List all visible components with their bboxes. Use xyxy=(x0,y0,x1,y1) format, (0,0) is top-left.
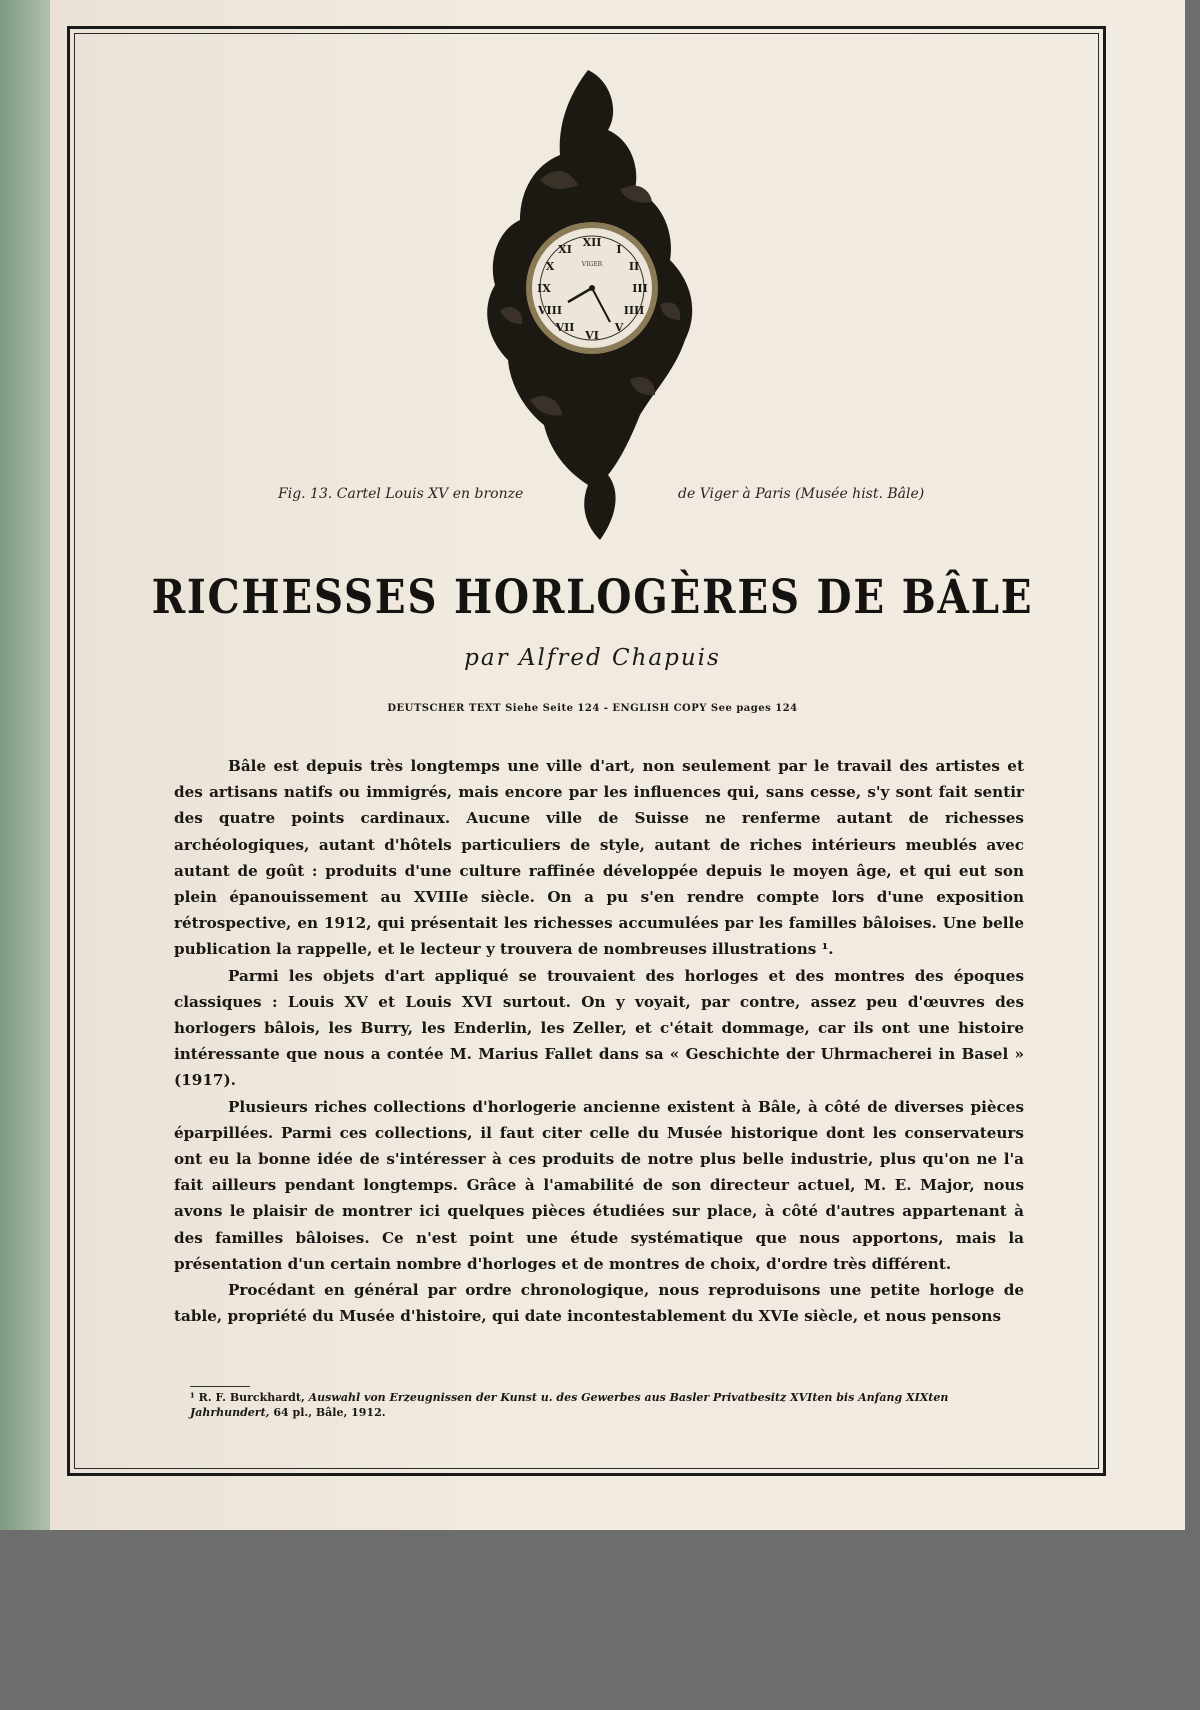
footnote-marker: ¹ xyxy=(190,1391,195,1404)
svg-text:III: III xyxy=(632,282,648,295)
footnote-rule xyxy=(190,1386,250,1387)
paragraph-2: Parmi les objets d'art appliqué se trouvaient des horloges et des montres des époques classiques : Louis XV et Louis XVI surtout. On y voyait, par contre, assez peu d'œuvres des horlogers bâlois, les Burry, les Enderlin, les Zeller, et c'était dommage, car ils ont une histoire intéressante que nous a contée M. Marius Fallet dans sa « Geschichte der Uhrmacherei in Basel » (1917). xyxy=(174,966,1024,1090)
translation-notice: DEUTSCHER TEXT Siehe Seite 124 - ENGLISH COPY See pages 124 xyxy=(387,703,798,714)
footnote xyxy=(190,1390,1024,1420)
svg-text:VI: VI xyxy=(585,329,599,342)
paragraph-1: Bâle est depuis très longtemps une ville d'art, non seulement par le travail des artistes et des artisans natifs ou immigrés, mais encore par les influences qui, sans cesse, s'y sont fait sentir des quatre points cardinaux. Aucune ville de Suisse ne renferme autant de richesses archéologiques, autant d'hôtels particuliers de style, autant de riches intérieurs meublés avec autant de goût : produits d'une culture raffinée développée depuis le moyen âge, et qui eut son plein épanouissement au XVIIIe siècle. On a pu s'en rendre compte lors d'une exposition rétrospective, en 1912, qui présentait les richesses accumulées par les familles bâloises. Une belle publication la rappelle, et le lecteur y trouvera de nombreuses illustrations ¹. xyxy=(174,757,1024,959)
svg-text:XI: XI xyxy=(558,243,572,256)
figure-caption-left: Fig. 13. Cartel Louis XV en bronze xyxy=(278,486,524,502)
svg-text:VIII: VIII xyxy=(538,304,562,317)
clock-maker-mark: VIGER xyxy=(581,261,603,268)
footnote-author: R. F. Burckhardt, xyxy=(198,1391,305,1404)
svg-text:II: II xyxy=(628,260,640,273)
svg-text:V: V xyxy=(614,321,624,334)
clock-illustration xyxy=(470,70,710,540)
svg-text:IIII: IIII xyxy=(623,304,645,317)
adjacent-page-edge xyxy=(0,0,50,1530)
svg-text:I: I xyxy=(616,243,622,256)
article-title: RICHESSES HORLOGÈRES DE BÂLE xyxy=(151,570,1034,625)
paragraph-4: Procédant en général par ordre chronologique, nous reproduisons une petite horloge de table, propriété du Musée d'histoire, qui date incontestablement du XVIe siècle, et nous pensons xyxy=(174,1281,1024,1326)
footnote-details: 64 pl., Bâle, 1912. xyxy=(273,1406,386,1419)
svg-text:X: X xyxy=(545,260,555,273)
paragraph-3: Plusieurs riches collections d'horlogerie ancienne existent à Bâle, à côté de diverses pièces éparpillées. Parmi ces collections, il faut citer celle du Musée historique dont les conservateurs ont eu la bonne idée de s'intéresser à ces produits de notre plus belle industrie, plus qu'on ne l'a fait ailleurs pendant longtemps. Grâce à l'amabilité de son directeur actuel, M. E. Major, nous avons le plaisir de montrer ici quelques pièces étudiées sur place, à côté d'autres appartenant à des familles bâloises. Ce n'est point une étude systématique que nous apportons, mais la présentation d'un certain nombre d'horloges et de montres de choix, d'ordre très différent. xyxy=(174,1097,1024,1273)
article-byline: par Alfred Chapuis xyxy=(464,645,721,671)
svg-text:IX: IX xyxy=(537,282,551,295)
svg-text:XII: XII xyxy=(582,236,602,249)
article-body xyxy=(174,753,1024,1329)
figure-caption-right: de Viger à Paris (Musée hist. Bâle) xyxy=(678,486,925,502)
footnote-title: Auswahl von Erzeugnissen der Kunst u. des Gewerbes aus Basler Privatbesitz XVIten bis Anfang XIXten Jahrhundert, xyxy=(190,1391,949,1419)
svg-text:VII: VII xyxy=(555,321,575,334)
